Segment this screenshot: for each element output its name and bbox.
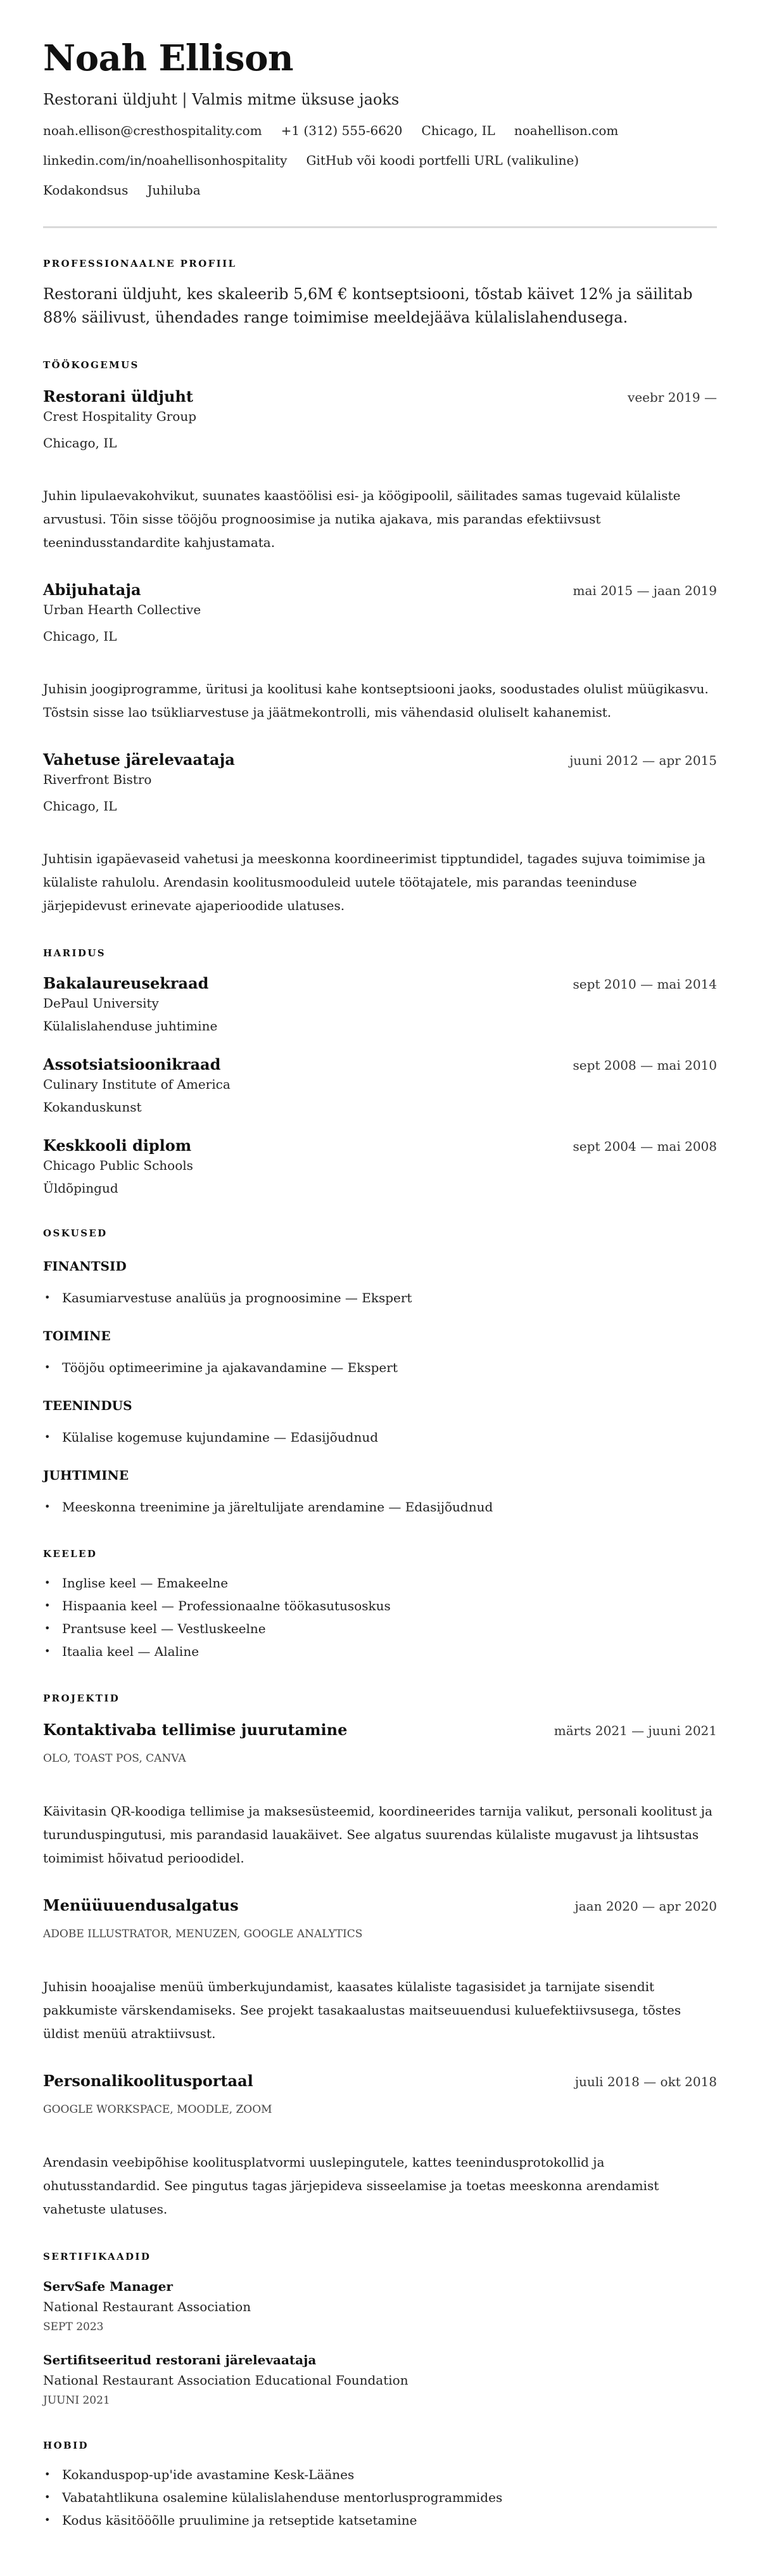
job-description: Juhin lipulaevakohvikut, suunates kaastöölisi esi- ja köögipoolil, säilitades samas tugevaid külaliste arvustusi. Tõin sisse tööjõu prognoosimise ja nutika ajakava, mis parandas efektiivsust teenindusstandardite kahjustamata.: [43, 488, 681, 550]
skill-category-operations: TOIMINE: [43, 1328, 111, 1343]
language-text: Hispaania keel — Professionaalne töökasutusoskus: [62, 1598, 391, 1613]
section-title-experience: TÖÖKOGEMUS: [43, 359, 139, 371]
project-dates: juuli 2018 — okt 2018: [574, 2074, 717, 2089]
skill-text: Kasumiarvestuse analüüs ja prognoosimine — Ekspert: [62, 1290, 412, 1305]
skill-text: Meeskonna treenimine ja järeltulijate arendamine — Edasijõudnud: [62, 1499, 493, 1515]
degree-title: Keskkooli diplom: [43, 1136, 192, 1155]
hobby-text: Vabatahtlikuna osalemine külalislahenduse mentorlusprogrammides: [62, 2490, 503, 2505]
hobby-item: [43, 2486, 717, 2509]
contact-email[interactable]: noah.ellison@cresthospitality.com: [43, 123, 262, 138]
field-of-study: Kokanduskunst: [43, 1099, 142, 1115]
skill-item: [43, 1356, 717, 1379]
certification-date: JUUNI 2021: [43, 2394, 110, 2407]
hobby-item: [43, 2463, 717, 2486]
bullet-icon: •: [44, 1645, 51, 1657]
certification-name: Sertifitseeritud restorani järelevaataja: [43, 2352, 317, 2368]
section-title-certifications: SERTIFIKAADID: [43, 2251, 151, 2262]
project-item: [43, 2071, 717, 2221]
skill-text: Külalise kogemuse kujundamine — Edasijõudnud: [62, 1430, 379, 1445]
section-education: [43, 947, 717, 1198]
field-of-study: Külalislahenduse juhtimine: [43, 1018, 218, 1034]
section-title-profile: PROFESSIONAALNE PROFIIL: [43, 258, 237, 269]
job-title: Vahetuse järelevaataja: [43, 750, 235, 769]
section-projects: [43, 1692, 717, 2221]
certification-name: ServSafe Manager: [43, 2279, 173, 2294]
language-item: [43, 1594, 717, 1617]
section-experience: [43, 359, 717, 918]
bullet-icon: •: [44, 1622, 51, 1634]
contact-row-primary: [43, 121, 717, 140]
language-text: Inglise keel — Emakeelne: [62, 1575, 229, 1591]
hobby-text: Kokanduspop-up'ide avastamine Kesk-Läänes: [62, 2467, 355, 2482]
project-tech: ADOBE ILLUSTRATOR, MENUZEN, GOOGLE ANALYTICS: [43, 1928, 363, 1940]
contact-linkedin[interactable]: linkedin.com/in/noahellisonhospitality: [43, 153, 288, 168]
experience-item: [43, 580, 717, 724]
certification-item: [43, 2350, 717, 2410]
bullet-icon: •: [44, 2514, 51, 2526]
resume-header: [43, 35, 717, 200]
job-company: Riverfront Bistro: [43, 772, 152, 787]
section-skills: [43, 1227, 717, 1518]
skill-item: [43, 1496, 717, 1518]
bullet-icon: •: [44, 2468, 51, 2480]
job-location: Chicago, IL: [43, 629, 117, 644]
section-certifications: [43, 2250, 717, 2410]
experience-item: [43, 387, 717, 554]
bullet-icon: •: [44, 1361, 51, 1373]
project-description: Arendasin veebipõhise koolitusplatvormi uuslepingutele, kattes teenindusprotokollid ja ohutusstandardid. See pingutus tagas järjepideva sisseelamise ja toetas meeskonna arendamist vahetuste ulatuses.: [43, 2155, 659, 2217]
certification-issuer: National Restaurant Association: [43, 2299, 251, 2314]
project-title: Personalikoolitusportaal: [43, 2072, 253, 2090]
section-hobbies: [43, 2439, 717, 2532]
education-dates: sept 2010 — mai 2014: [573, 977, 717, 992]
language-text: Prantsuse keel — Vestluskeelne: [62, 1621, 266, 1636]
project-tech: OLO, TOAST POS, CANVA: [43, 1752, 186, 1765]
certification-date: SEPT 2023: [43, 2321, 104, 2333]
education-dates: sept 2004 — mai 2008: [573, 1139, 717, 1154]
project-title: Kontaktivaba tellimise juurutamine: [43, 1721, 348, 1739]
degree-title: Assotsiatsioonikraad: [43, 1055, 221, 1073]
project-description: Juhisin hooajalise menüü ümberkujundamist, kaasates külaliste tagasisidet ja tarnijate sisendit pakkumiste värskendamiseks. See projekt tasakaalustas maitseuuendusi kuluefektiivsusega, tõstes üldist menüü atraktiivsust.: [43, 1979, 681, 2041]
job-title: Abijuhataja: [43, 580, 141, 599]
education-item: [43, 1136, 717, 1198]
certification-item: [43, 2277, 717, 2336]
skill-list: [43, 1426, 717, 1449]
contact-github-placeholder[interactable]: GitHub või koodi portfelli URL (valikuline): [306, 153, 580, 168]
language-item: [43, 1640, 717, 1663]
bullet-icon: •: [44, 1431, 51, 1443]
section-title-skills: OSKUSED: [43, 1227, 108, 1239]
section-languages: [43, 1548, 717, 1663]
job-location: Chicago, IL: [43, 798, 117, 814]
bullet-icon: •: [44, 1501, 51, 1513]
hobby-list: [43, 2463, 717, 2532]
contact-drivers-license: Juhiluba: [147, 183, 201, 198]
job-dates: juuni 2012 — apr 2015: [569, 753, 717, 768]
bullet-icon: •: [44, 2491, 51, 2503]
certification-issuer: National Restaurant Association Educational Foundation: [43, 2373, 408, 2388]
skill-item: [43, 1286, 717, 1309]
hobby-text: Kodus käsitööõlle pruulimine ja retseptide katsetamine: [62, 2513, 417, 2528]
field-of-study: Üldõpingud: [43, 1181, 118, 1196]
header-divider: [43, 226, 717, 228]
job-location: Chicago, IL: [43, 435, 117, 451]
skill-text: Tööjõu optimeerimine ja ajakavandamine — Ekspert: [62, 1360, 398, 1375]
project-dates: jaan 2020 — apr 2020: [574, 1899, 717, 1914]
skill-category-leadership: JUHTIMINE: [43, 1468, 129, 1483]
job-company: Crest Hospitality Group: [43, 409, 197, 424]
contact-phone[interactable]: +1 (312) 555-6620: [281, 123, 403, 138]
skill-category-service: TEENINDUS: [43, 1398, 132, 1413]
education-item: [43, 973, 717, 1035]
language-item: [43, 1572, 717, 1594]
bullet-icon: •: [44, 1291, 51, 1304]
job-dates: mai 2015 — jaan 2019: [573, 583, 717, 598]
bullet-icon: •: [44, 1577, 51, 1589]
section-title-projects: PROJEKTID: [43, 1693, 120, 1704]
job-description: Juhisin joogiprogramme, üritusi ja koolitusi kahe kontseptsiooni jaoks, soodustades olulist müügikasvu. Tõstsin sisse lao tsükliarvestuse ja jäätmekontrolli, mis vähendasid oluliselt kahanemist.: [43, 681, 709, 720]
project-tech: GOOGLE WORKSPACE, MOODLE, ZOOM: [43, 2103, 272, 2116]
language-item: [43, 1617, 717, 1640]
section-title-education: HARIDUS: [43, 947, 106, 959]
job-title: Restorani üldjuht: [43, 387, 193, 406]
language-list: [43, 1572, 717, 1663]
education-item: [43, 1054, 717, 1117]
hobby-item: [43, 2509, 717, 2532]
contact-citizenship: Kodakondsus: [43, 183, 129, 198]
job-description: Juhtisin igapäevaseid vahetusi ja meeskonna koordineerimist tipptundidel, tagades sujuva toimimise ja külaliste rahulolu. Arendasin koolitusmooduleid uutele töötajatele, mis parandas teeninduse järjepidevust erinevate ajaperioodide ulatuses.: [43, 851, 706, 913]
school-name: DePaul University: [43, 996, 159, 1011]
skill-category-finance: FINANTSID: [43, 1259, 127, 1274]
school-name: Culinary Institute of America: [43, 1077, 231, 1092]
skill-list: [43, 1356, 717, 1379]
project-item: [43, 1895, 717, 2046]
project-title: Menüüuuendusalgatus: [43, 1896, 239, 1914]
contact-row-links: [43, 151, 717, 170]
section-profile: [43, 257, 717, 330]
contact-website[interactable]: noahellison.com: [514, 123, 619, 138]
language-text: Itaalia keel — Alaline: [62, 1644, 200, 1659]
school-name: Chicago Public Schools: [43, 1158, 193, 1173]
degree-title: Bakalaureusekraad: [43, 974, 209, 992]
contact-row-extra: [43, 181, 717, 200]
profile-summary: Restorani üldjuht, kes skaleerib 5,6M € kontseptsiooni, tõstab käivet 12% ja säilitab 88% säilivust, ühendades range toimimise meeldejääva külalislahendusega.: [43, 285, 693, 326]
candidate-headline: Restorani üldjuht | Valmis mitme üksuse jaoks: [43, 91, 400, 108]
contact-location: Chicago, IL: [421, 123, 495, 138]
section-title-hobbies: HOBID: [43, 2440, 89, 2451]
skill-list: [43, 1496, 717, 1518]
project-description: Käivitasin QR-koodiga tellimise ja maksesüsteemid, koordineerides tarnija valikut, personali koolitust ja turunduspingutusi, mis parandasid lauakäivet. See algatus suurendas külaliste mugavust ja lihtsustas toimimist hõivatud perioodidel.: [43, 1804, 712, 1866]
job-company: Urban Hearth Collective: [43, 602, 201, 617]
experience-item: [43, 750, 717, 918]
job-dates: veebr 2019 —: [628, 390, 717, 405]
candidate-name: Noah Ellison: [43, 37, 294, 79]
project-dates: märts 2021 — juuni 2021: [554, 1723, 717, 1738]
project-item: [43, 1720, 717, 1870]
section-title-languages: KEELED: [43, 1548, 98, 1560]
skill-item: [43, 1426, 717, 1449]
education-dates: sept 2008 — mai 2010: [573, 1058, 717, 1073]
skill-list: [43, 1286, 717, 1309]
bullet-icon: •: [44, 1599, 51, 1612]
